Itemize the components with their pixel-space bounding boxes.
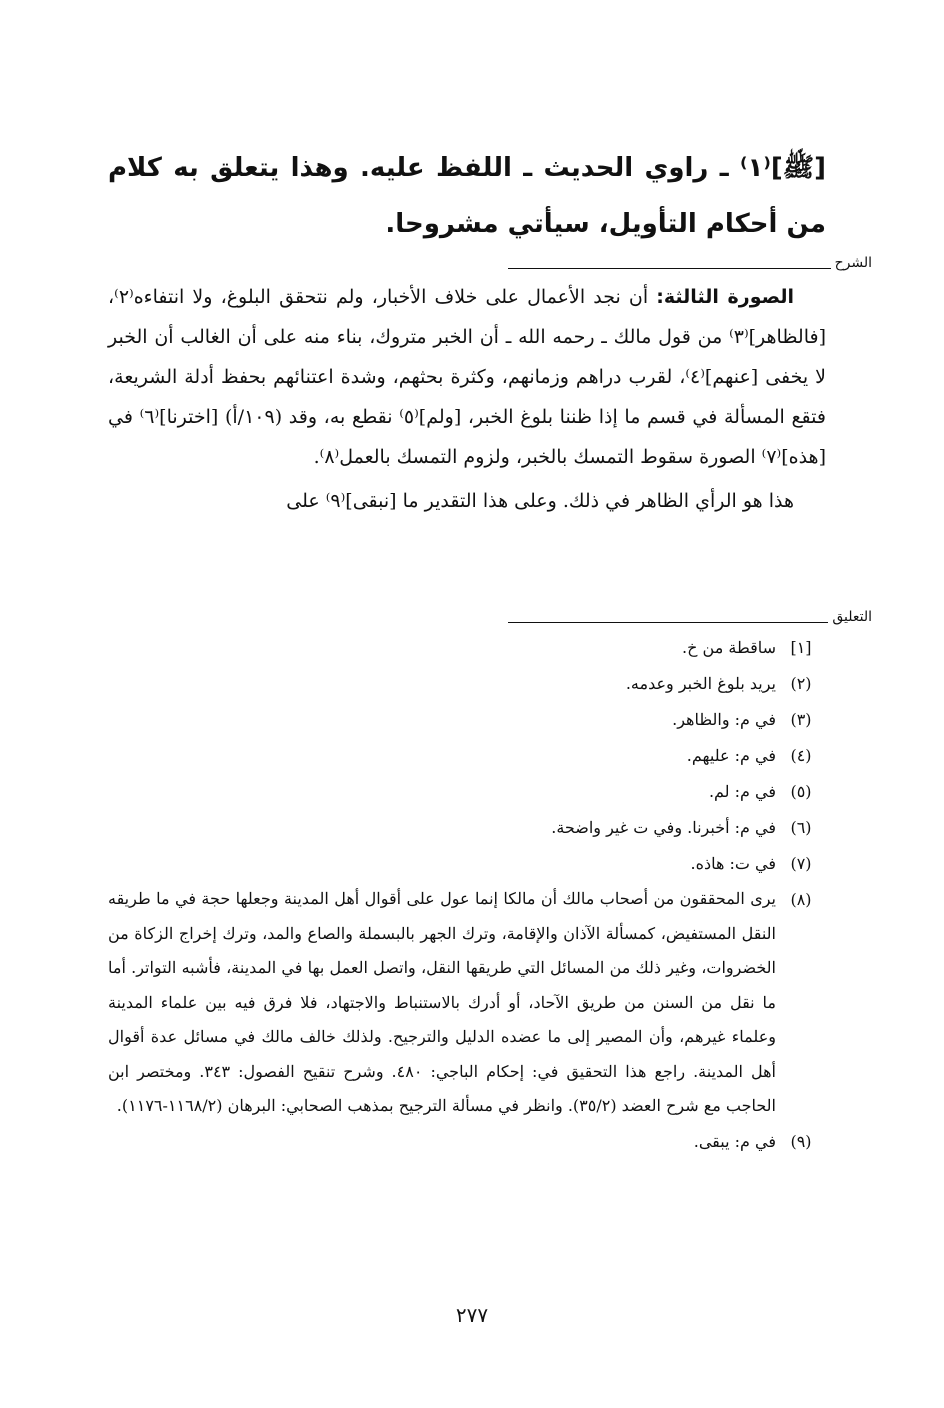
footnote bbox=[108, 774, 826, 810]
footnote bbox=[108, 702, 826, 738]
footnote bbox=[108, 846, 826, 882]
page-number: ٢٧٧ bbox=[455, 1303, 489, 1327]
footnote-text: في م: يبقى. bbox=[693, 1131, 776, 1151]
footnote-text: في م: عليهم. bbox=[686, 746, 776, 765]
footnote bbox=[108, 1124, 826, 1160]
matn-content: [ﷺ]⁽١⁾ ـ راوي الحديث ـ اللفظ عليه. وهذا يتعلق به كلام من أحكام التأويل، سيأتي مشروحا. bbox=[108, 153, 826, 239]
sharh-paragraph-lead: الصورة الثالثة: bbox=[656, 286, 794, 308]
taliq-header bbox=[508, 605, 872, 625]
footnote-text: يرى المحققون من أصحاب مالك أن مالكا إنما عول على أقوال أهل المدينة وجعلها حجة في ما طريقه النقل المستفيض، كمسألة الآذان والإقامة، وترك الجهر بالبسملة والصاع والمد، وترك إخراج الزكاة من الخضروات، وغير ذلك من المسائل التي طريقها النقل، واتصل العمل بها في المدينة، فأشبه التواتر. أما ما نقل من السنن من طريق الآحاد، أو أدرك بالاستنباط والاجتهاد، فلا فرق فيه بين علماء المدينة وعلماء غيرهم، وأن المصير إلى ما عضده الدليل والترجيح. ولذلك خالف مالك في مسائل عدة أقوال أهل المدينة. راجع هذا التحقيق في: إحكام الباجي: ٤٨٠. وشرح تنقيح الفصول: ٣٤٣. ومختصر ابن الحاجب مع شرح العضد (٣٥/٢). وانظر في مسألة الترجيح بمذهب الصحابي: البرهان (١١٦٨/٢-١١٧٦). bbox=[108, 889, 777, 1115]
sharh-header bbox=[508, 251, 872, 271]
footnote-text: ساقطة من خ. bbox=[682, 638, 776, 657]
footnote-text: يريد بلوغ الخبر وعدمه. bbox=[625, 674, 776, 693]
taliq-divider bbox=[508, 622, 828, 623]
sharh-paragraph-1 bbox=[108, 277, 826, 477]
sharh-divider bbox=[508, 268, 831, 269]
sharh-paragraph-body: أن نجد الأعمال على خلاف الأخبار، ولم نتحقق البلوغ، ولا انتفاءه⁽٢⁾، [فالظاهر]⁽٣⁾ من قول مالك ـ رحمه الله ـ أن الخبر متروك، بناء منه على أن الغالب أن الخبر لا يخفى [عنهم]⁽٤⁾، لقرب دراهم وزمانهم، وكثرة بحثهم، وشدة اعتنائهم بحفظ أدلة الشريعة، فتقع المسألة في قسم ما إذا ظننا بلوغ الخبر، [ولم]⁽٥⁾ نقطع به، وقد (١٠٩/أ) [اخترنا]⁽٦⁾ في [هذه]⁽٧⁾ الصورة سقوط التمسك بالخبر، ولزوم التمسك بالعمل⁽٨⁾. bbox=[108, 286, 827, 468]
footnote bbox=[108, 666, 826, 702]
sharh-paragraph-2: هذا هو الرأي الظاهر في ذلك. وعلى هذا التقدير ما [نبقى]⁽٩⁾ على bbox=[286, 490, 794, 512]
taliq-label: التعليق bbox=[832, 609, 872, 625]
footnote-number: (٥) bbox=[790, 782, 812, 801]
footnote-text: في م: لم. bbox=[708, 782, 776, 801]
footnote bbox=[108, 738, 826, 774]
footnote-number: (٢) bbox=[790, 674, 812, 693]
footnote-number: (٧) bbox=[790, 854, 812, 873]
footnote-text: في م: أخبرنا. وفي ت غير واضحة. bbox=[551, 818, 776, 837]
footnote-text: في ت: هاذه. bbox=[690, 854, 776, 873]
sharh-label: الشرح bbox=[834, 255, 872, 271]
footnote bbox=[108, 630, 826, 666]
footnote-number: (٨) bbox=[790, 890, 812, 909]
footnote-text: في م: والظاهر. bbox=[672, 710, 776, 729]
footnotes bbox=[108, 630, 826, 1160]
footnote bbox=[108, 810, 826, 846]
matn-text bbox=[108, 140, 826, 252]
footnote-number: (٦) bbox=[790, 818, 812, 837]
sharh-body bbox=[108, 277, 826, 521]
footnote-number: [١] bbox=[790, 638, 812, 657]
footnote bbox=[108, 882, 826, 1124]
footnote-number: (٤) bbox=[790, 746, 812, 765]
footnote-number: (٣) bbox=[790, 710, 812, 729]
footnote-number: (٩) bbox=[790, 1131, 812, 1151]
